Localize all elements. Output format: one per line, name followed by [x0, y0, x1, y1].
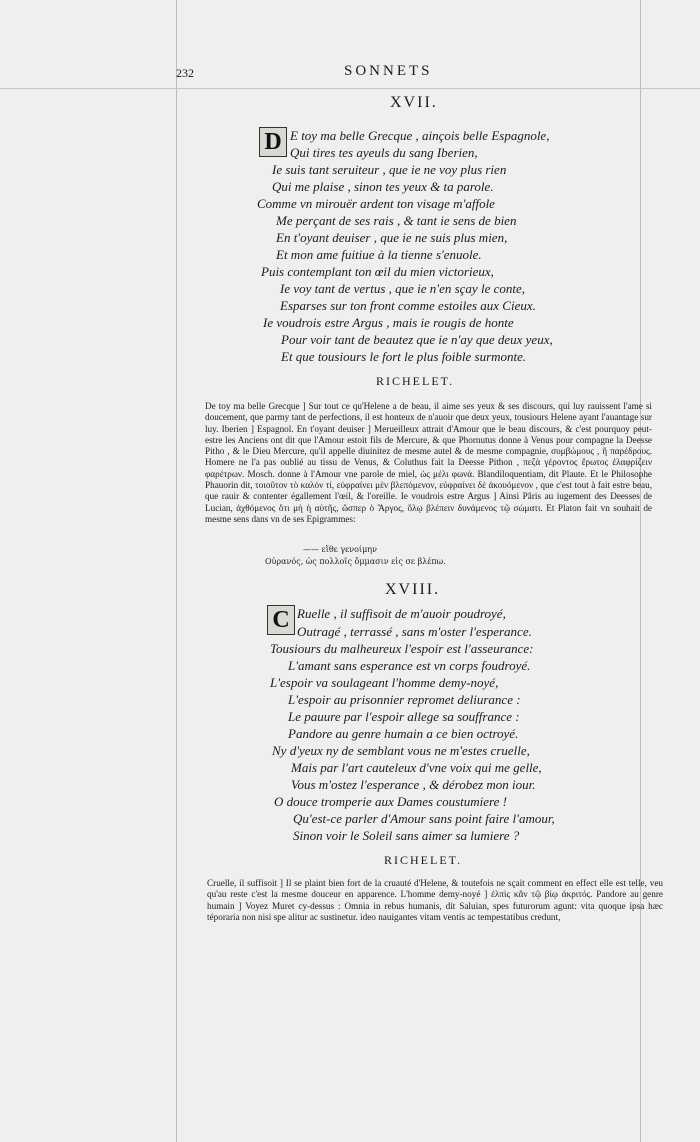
verse-line: L'espoir va soulageant l'homme demy-noyé,	[270, 675, 499, 690]
verse-line: Ie voudrois estre Argus , mais ie rougis de honte	[263, 315, 514, 330]
verse-line: Et que tousiours le fort le plus foible surmonte.	[281, 349, 527, 364]
drop-cap-initial: C	[267, 605, 295, 635]
verse-line: Tousiours du malheureux l'espoir est l'asseurance:	[270, 641, 534, 656]
verse-line: Qui me plaise , sinon tes yeux & ta parole.	[272, 179, 494, 194]
verse-line: Sinon voir le Soleil sans aimer sa lumiere ?	[293, 828, 520, 843]
verse-line: Le pauure par l'espoir allege sa souffrance :	[288, 709, 520, 724]
verse-line: Comme vn mirouër ardent ton visage m'affole	[257, 196, 495, 211]
verse-line: Puis contemplant ton œil du mien victorieux,	[261, 264, 494, 279]
verse-line: L'amant sans esperance est vn corps foudroyé.	[288, 658, 531, 673]
verse-line: Outragé , terrassé , sans m'oster l'esperance.	[297, 624, 532, 639]
verse-line: Ie suis tant seruiteur , que ie ne voy plus rien	[272, 162, 507, 177]
verse-line: L'espoir au prisonnier repromet deliurance :	[288, 692, 521, 707]
verse-line: Qui tires tes ayeuls du sang Iberien,	[290, 145, 478, 160]
top-rule	[0, 88, 700, 89]
verse-line: Qu'est-ce parler d'Amour sans point faire l'amour,	[293, 811, 555, 826]
verse-line: Mais par l'art cauteleux d'vne voix qui me gelle,	[291, 760, 542, 775]
commentary-heading: RICHELET.	[384, 853, 463, 867]
verse-line: Et mon ame fuitiue à la tienne s'enuole.	[276, 247, 482, 262]
verse-line: Ie voy tant de vertus , que ie n'en sçay le conte,	[280, 281, 525, 296]
verse-line: Ruelle , il suffisoit de m'auoir poudroyé,	[297, 606, 506, 621]
left-margin-rule	[176, 0, 177, 1142]
verse-line: Esparses sur ton front comme estoiles aux Cieux.	[280, 298, 536, 313]
sonnet-number: XVIII.	[385, 581, 441, 598]
verse-line: Pandore au genre humain a ce bien octroyé.	[288, 726, 519, 741]
verse-line: En t'oyant deuiser , que ie ne suis plus mien,	[276, 230, 508, 245]
drop-cap-initial: D	[259, 127, 287, 157]
epigram-line: —— εἴθε γενοίμην	[303, 545, 377, 554]
verse-line: Vous m'ostez l'esperance , & dérobez mon iour.	[291, 777, 536, 792]
verse-line: E toy ma belle Grecque , ainçois belle Espagnole,	[290, 128, 550, 143]
page-number: 232	[176, 66, 194, 80]
commentary-paragraph: Cruelle, il suffisoit ] Il se plaint bien fort de la cruauté d'Helene, & toutefois ne sçait comment en effect elle est telle, veu qu'au reste c'est la mesme douceur en apparence. L'homme demy-noyé ] ἐλπὶς κἂν τῷ βίῳ ἀκριτός. Pandore au genre humain ] Voyez Muret cy-dessus : Omnia in rebus humanis, dit Saluian, spes futurorum agunt: vita quoque ipsa hæc téporaria non nisi spe alitur ac sustinetur. ideo nauigantes vitam ventis ac tempestatibus credunt,	[207, 878, 663, 922]
epigram-line: Οὐρανός, ὡς πολλοῖς ὄμμασιν εἰς σε βλέπω.	[265, 557, 446, 566]
commentary-paragraph: De toy ma belle Grecque ] Sur tout ce qu'Helene a de beau, il aime ses yeux & ses discours, qui luy rauissent l'ame si doucement, que parmy tant de perfections, il est honteux de n'auoir que deux yeux, tousiours Helene ayant l'auantage sur luy. Iberien ] Espagnol. En t'oyant deuiser ] Merueilleux attrait d'Amour que le beau discours, & c'est pourquoy peut-estre les Anciens ont dit que l'Amour estoit fils de Mercure, & que Phornutus donne à Venus pour compagne la Deesse Pitho , & le Dieu Mercure, qu'il appelle diuinitez de mesme autel & de mesme compagnie, συμβώμους , ἢ παρέδρους. Homere ne l'a pas oublié au tissu de Venus, & Coluthus fait la Deesse Pithon , πεζὰ γέροντος ἔρωτος ἐλαφρίζειν φαρέτρων. Mosch. donne à l'Amour vne parole de miel, ὡς μέλι φωνά. Blandiloquentiam, dit Plaute. Et le Philosophe Phauorin dit, τοιοῦτον τὸ καλόν τί, εὐφραίνει μὲν βλεπόμενον, εὐφραίνει δὲ ἀκουόμενον , que c'est tout à fait estre beau, que rauir & contenter égallement l'œil, & l'oreille. Ie voudrois estre Argus ] Ainsi Pâris au iugement des Deesses de Lucian, ἀχθόμενος ὅτι μὴ ἡ αὐτῆς, ὥσπερ ὁ Ἄργος, ὅλῳ βλέπειν δυνάμενος τῷ σώματι. Et Platon fait vn souhait de mesme sens dans vn de ses Epigrammes:	[205, 401, 652, 524]
running-title: SONNETS	[344, 63, 433, 79]
verse-line: Pour voir tant de beautez que ie n'ay que deux yeux,	[281, 332, 553, 347]
verse-line: Me perçant de ses rais , & tant ie sens de bien	[276, 213, 517, 228]
right-margin-rule	[640, 0, 641, 1142]
sonnet-number: XVII.	[390, 94, 438, 111]
commentary-text	[207, 878, 663, 923]
verse-line: O douce tromperie aux Dames coustumiere !	[274, 794, 507, 809]
commentary-heading: RICHELET.	[376, 374, 455, 388]
verse-line: Ny d'yeux ny de semblant vous ne m'estes cruelle,	[272, 743, 530, 758]
commentary-text	[205, 401, 652, 525]
